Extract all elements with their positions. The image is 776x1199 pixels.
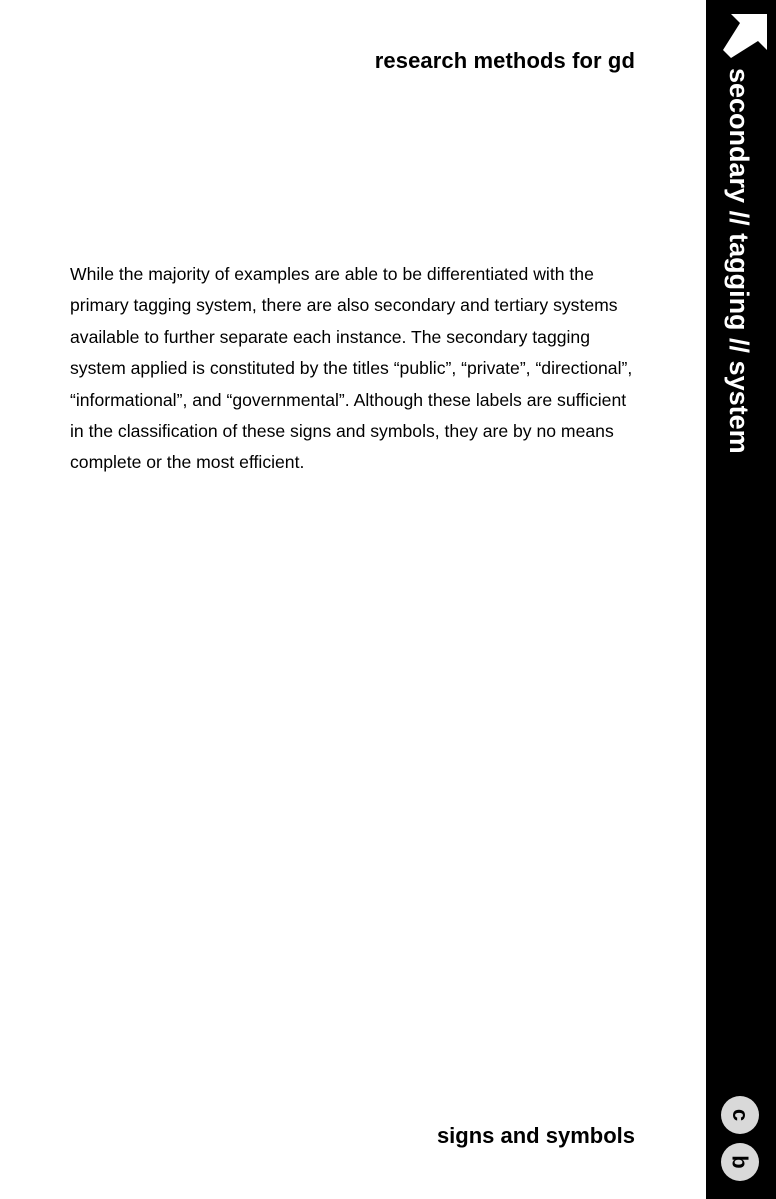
section-badge-b-label: b xyxy=(727,1155,753,1169)
section-badge-c-label: c xyxy=(728,1108,753,1122)
section-badge-c xyxy=(721,1096,759,1134)
running-head: research methods for gd xyxy=(374,48,635,73)
body-paragraph: While the majority of examples are able to be differentiated with the primary tagging system, there are also secondary and tertiary systems available to further separate each instance. The secondary tagging system applied is constituted by the titles “public”, “private”, “directional”, “informational”, and “governmental”. Although these labels are sufficient in the classification of these signs and symbols, they are by no means complete or the most efficient. xyxy=(70,264,633,473)
section-sidebar xyxy=(706,0,776,1199)
section-badge-b xyxy=(721,1143,759,1181)
arrow-up-right-icon xyxy=(723,14,767,58)
running-foot: signs and symbols xyxy=(436,1123,635,1148)
sidebar-title: secondary // tagging // system xyxy=(724,68,754,454)
